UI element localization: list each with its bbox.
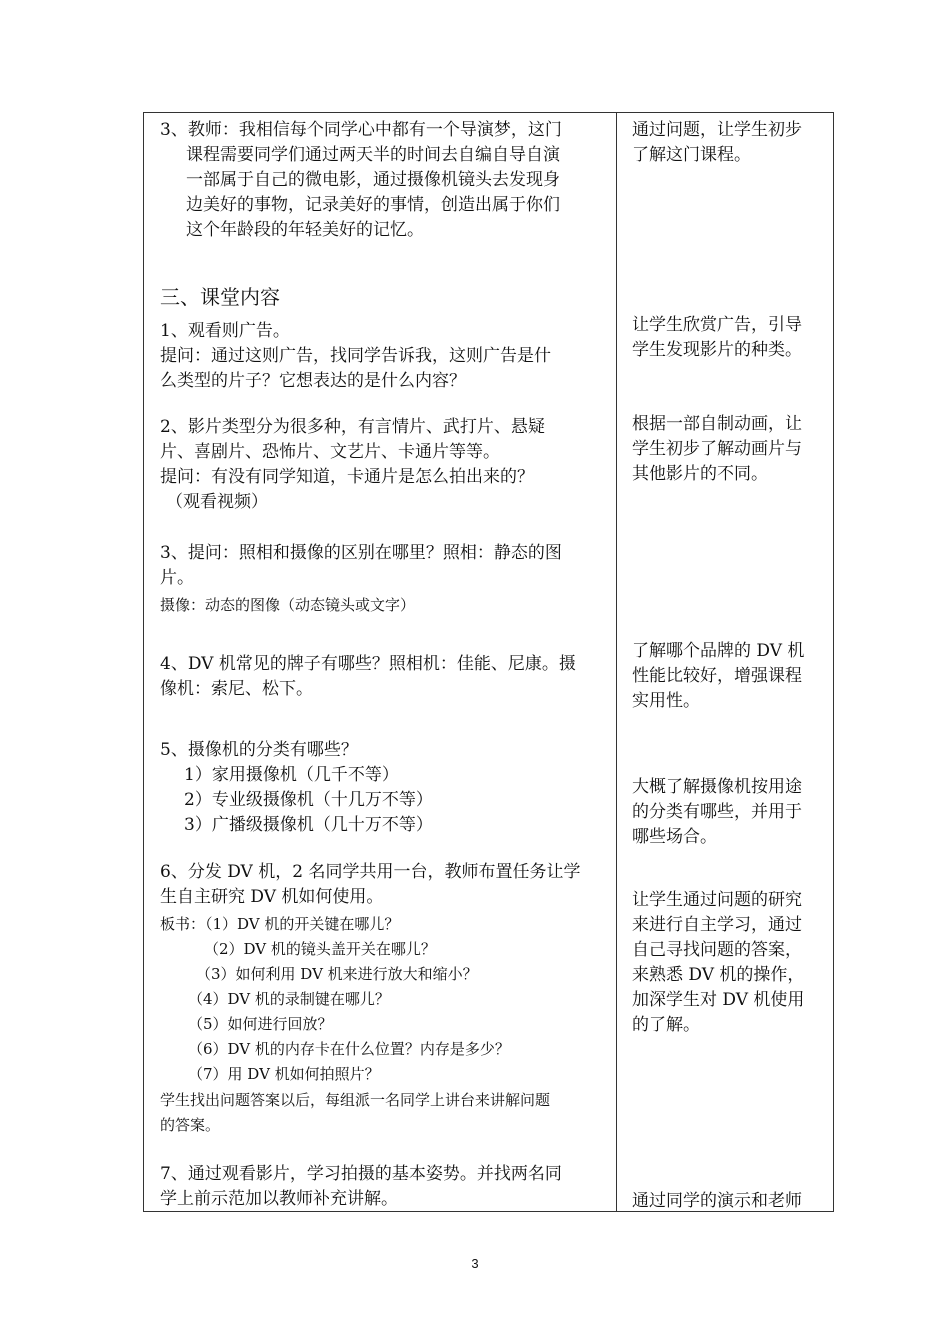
right-line: 来熟悉 DV 机的操作，: [632, 965, 805, 985]
right-line: 其他影片的不同。: [632, 464, 768, 484]
board-item: （7）用 DV 机如何拍照片？: [188, 1065, 380, 1083]
right-line: 通过同学的演示和老师: [632, 1191, 802, 1211]
page-number: 3: [471, 1256, 479, 1271]
right-line: 让学生欣赏广告，引导: [632, 315, 802, 335]
left-line: 片。: [160, 568, 194, 588]
right-line: 了解哪个品牌的 DV 机: [632, 641, 805, 661]
left-line: 提问：有没有同学知道，卡通片是怎么拍出来的？: [160, 467, 534, 487]
section-heading: 三、课堂内容: [160, 285, 280, 309]
left-line: 3、教师：我相信每个同学心中都有一个导演梦，这门: [160, 120, 562, 140]
right-line: 根据一部自制动画，让: [632, 414, 802, 434]
right-line: 来进行自主学习，通过: [632, 915, 802, 935]
right-line: 学生发现影片的种类。: [632, 340, 802, 360]
board-item: （5）如何进行回放？: [188, 1015, 333, 1033]
right-line: 加深学生对 DV 机使用: [632, 990, 805, 1010]
left-line: 5、摄像机的分类有哪些？: [160, 740, 358, 760]
left-line: 7、通过观看影片，学习拍摄的基本姿势。并找两名同: [160, 1164, 562, 1184]
right-line: 通过问题，让学生初步: [632, 120, 802, 140]
right-line: 哪些场合。: [632, 827, 717, 847]
left-line: 生自主研究 DV 机如何使用。: [160, 887, 384, 907]
left-line: 像机：索尼、松下。: [160, 679, 313, 699]
board-item: （4）DV 机的录制键在哪儿？: [188, 990, 390, 1008]
left-line: 1）家用摄像机（几千不等）: [184, 765, 399, 785]
left-line: 这个年龄段的年轻美好的记忆。: [186, 220, 424, 240]
right-line: 自己寻找问题的答案，: [632, 940, 802, 960]
right-line: 实用性。: [632, 691, 700, 711]
left-line: 摄像：动态的图像（动态镜头或文字）: [160, 596, 416, 614]
left-line: 学上前示范加以教师补充讲解。: [160, 1189, 398, 1209]
right-line: 的了解。: [632, 1015, 700, 1035]
left-line: 3）广播级摄像机（几十万不等）: [184, 815, 433, 835]
board-item: （3）如何利用 DV 机来进行放大和缩小？: [196, 965, 478, 983]
right-line: 了解这门课程。: [632, 145, 751, 165]
left-line: 2）专业级摄像机（十几万不等）: [184, 790, 433, 810]
left-line: 2、影片类型分为很多种，有言情片、武打片、悬疑: [160, 417, 545, 437]
left-line: 3、提问：照相和摄像的区别在哪里？照相：静态的图: [160, 543, 562, 563]
left-line: 6、分发 DV 机，2 名同学共用一台，教师布置任务让学: [160, 862, 581, 882]
left-line: 一部属于自己的微电影，通过摄像机镜头去发现身: [186, 170, 560, 190]
left-line: 1、观看则广告。: [160, 321, 290, 341]
right-line: 的分类有哪些，并用于: [632, 802, 802, 822]
left-line: 片、喜剧片、恐怖片、文艺片、卡通片等等。: [160, 442, 500, 462]
left-line: （观看视频）: [166, 492, 268, 512]
board-item: （6）DV 机的内存卡在什么位置？内存是多少？: [188, 1040, 510, 1058]
left-line: 边美好的事物，记录美好的事情，创造出属于你们: [186, 195, 560, 215]
right-line: 让学生通过问题的研究: [632, 890, 802, 910]
board-item: 学生找出问题答案以后，每组派一名同学上讲台来讲解问题: [160, 1091, 551, 1109]
column-divider: [616, 112, 617, 1212]
left-line: 提问：通过这则广告，找同学告诉我，这则广告是什: [160, 346, 551, 366]
board-item: 的答案。: [160, 1116, 221, 1134]
right-line: 学生初步了解动画片与: [632, 439, 802, 459]
left-line: 课程需要同学们通过两天半的时间去自编自导自演: [186, 145, 560, 165]
board-item: 板书：（1）DV 机的开关键在哪儿？: [160, 915, 400, 933]
left-line: 4、DV 机常见的牌子有哪些？照相机：佳能、尼康。摄: [160, 654, 576, 674]
right-line: 大概了解摄像机按用途: [632, 777, 802, 797]
right-line: 性能比较好，增强课程: [632, 666, 802, 686]
board-item: （2）DV 机的镜头盖开关在哪儿？: [204, 940, 436, 958]
left-line: 么类型的片子？它想表达的是什么内容？: [160, 371, 466, 391]
